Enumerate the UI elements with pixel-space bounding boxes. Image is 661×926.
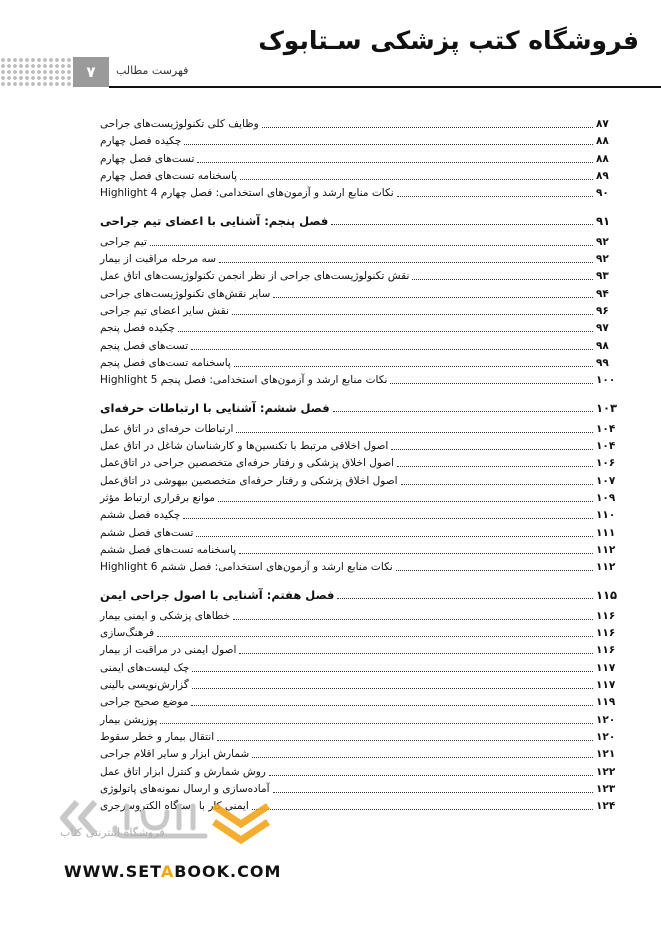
toc-entry-title: پاسخنامه تست‌های فصل ششم [100, 543, 237, 556]
toc-entry-row[interactable] [100, 658, 620, 675]
toc-entry-title: چکیده فصل پنجم [100, 322, 176, 335]
toc-entry-row[interactable] [100, 318, 620, 335]
toc-entry-row[interactable] [100, 623, 620, 640]
toc-entry-row[interactable] [100, 710, 620, 727]
toc-entry-title: موضع صحیح جراحی [100, 696, 189, 709]
toc-entry-title: اصول اخلاقی مرتبط با تکنسین‌ها و کارشناسان شاغل در اتاق عمل [100, 440, 389, 453]
toc-entry-row[interactable] [100, 640, 620, 657]
toc-entry-row[interactable] [100, 166, 620, 183]
toc-entry-title: فصل ششم: آشنایی با ارتباطات حرفه‌ای [100, 400, 330, 415]
toc-entry-row[interactable] [100, 131, 620, 148]
toc-page-number: ۱۱۶ [596, 609, 616, 622]
toc-dot-leader [239, 553, 593, 554]
toc-dot-leader [157, 636, 593, 637]
toc-dot-leader [160, 723, 593, 724]
toc-page-number: ۱۱۶ [596, 644, 616, 657]
toc-dot-leader [412, 279, 593, 280]
toc-entry-row[interactable] [100, 436, 620, 453]
website-suffix: BOOK.COM [174, 862, 282, 881]
toc-dot-leader [252, 757, 593, 758]
toc-dot-leader [150, 245, 593, 246]
toc-dot-leader [197, 162, 593, 163]
toc-dot-leader [191, 349, 593, 350]
toc-page-number: ۹۱ [596, 213, 611, 228]
toc-entry-row[interactable] [100, 557, 620, 574]
toc-entry-title: فصل هفتم: آشنایی با اصول جراحی ایمن [100, 587, 335, 602]
website-accent: A [160, 862, 175, 881]
toc-entry-title: چکیده فصل چهارم [100, 135, 182, 148]
toc-dot-leader [240, 179, 593, 180]
toc-page-number: ۱۰۴ [596, 422, 616, 435]
toc-entry-title: چک لیست‌های ایمنی [100, 661, 190, 674]
toc-page-number: ۸۸ [596, 152, 609, 165]
toc-entry-row[interactable] [100, 488, 620, 505]
toc-entry-row[interactable] [100, 149, 620, 166]
toc-page-number: ۱۱۲ [596, 561, 616, 574]
toc-entry-row[interactable] [100, 266, 620, 283]
toc-entry-row[interactable] [100, 471, 620, 488]
toc-entry-title: گزارش‌نویسی بالینی [100, 679, 189, 691]
toc-dot-leader [236, 432, 593, 433]
toc-dot-leader [233, 619, 593, 620]
toc-entry-title: تست‌های فصل پنجم [100, 339, 189, 352]
toc-entry-title: اصول ایمنی در مراقبت از بیمار [100, 644, 237, 657]
toc-dot-leader [234, 366, 593, 367]
header-rule [109, 86, 661, 88]
toc-dot-leader [262, 127, 593, 128]
toc-page-number: ۹۴ [596, 287, 609, 300]
toc-page-number: ۹۲ [596, 253, 609, 266]
toc-entry-row[interactable] [100, 606, 620, 623]
toc-page-number: ۸۸ [596, 135, 609, 148]
toc-entry-row[interactable] [100, 284, 620, 301]
toc-entry-title: نقش سایر اعضای تیم جراحی [100, 305, 229, 317]
toc-dot-leader [239, 653, 593, 654]
toc-dot-leader [273, 297, 593, 298]
toc-dot-leader [184, 144, 593, 145]
toc-page-number: ۱۲۰ [596, 713, 616, 726]
toc-entry-row[interactable] [100, 727, 620, 744]
toc-page-number: ۱۰۶ [596, 457, 616, 470]
toc-dot-leader [218, 501, 593, 502]
toc-entry-row[interactable] [100, 675, 620, 692]
toc-entry-title: نکات منابع ارشد و آزمون‌های استخدامی: فصل چهارم Highlight 4 [100, 187, 394, 200]
section-label: فهرست مطالب [116, 64, 189, 77]
toc-entry-title: وظایف کلی تکنولوژیست‌های جراحی [100, 118, 259, 130]
toc-page-number: ۹۶ [596, 305, 609, 317]
toc-page-number: ۱۲۳ [596, 782, 616, 795]
toc-entry-title: تیم جراحی [100, 235, 147, 248]
toc-entry-row[interactable] [100, 505, 620, 522]
toc-entry-row[interactable] [100, 419, 620, 436]
toc-page-number: ۱۱۱ [596, 526, 616, 539]
toc-page-number: ۱۱۷ [596, 679, 616, 691]
toc-entry-title: انتقال بیمار و خطر سقوط [100, 730, 215, 743]
toc-dot-leader [273, 792, 593, 793]
toc-entry-title: اصول اخلاق پزشکی و رفتار حرفه‌ای متخصصین بیهوشی در اتاق‌عمل [100, 474, 398, 487]
toc-dot-leader [390, 383, 593, 384]
toc-chapter-row[interactable] [100, 398, 620, 415]
toc-entry-title: آماده‌سازی و ارسال نمونه‌های پاتولوژی [100, 782, 270, 795]
toc-page-number: ۱۱۹ [596, 696, 616, 709]
toc-entry-title: پاسخنامه تست‌های فصل چهارم [100, 169, 238, 182]
toc-dot-leader [191, 705, 593, 706]
toc-entry-row[interactable] [100, 523, 620, 540]
toc-page-number: ۱۱۶ [596, 627, 616, 640]
toc-entry-title: تست‌های فصل ششم [100, 526, 194, 539]
toc-dot-leader [252, 809, 593, 810]
toc-entry-title: تست‌های فصل چهارم [100, 152, 195, 165]
toc-entry-title: ایمنی کار با دستگاه الکتروسرجری [100, 800, 249, 813]
toc-entry-row[interactable] [100, 249, 620, 266]
toc-page-number: ۸۹ [596, 169, 609, 182]
toc-entry-title: موانع برقراری ارتباط مؤثر [100, 492, 215, 504]
toc-dot-leader [192, 688, 593, 689]
toc-dot-leader [232, 314, 593, 315]
book-watermark-icon [208, 800, 274, 856]
toc-dot-leader [178, 331, 593, 332]
toc-entry-row[interactable] [100, 453, 620, 470]
toc-page-number: ۸۷ [596, 118, 609, 130]
toc-entry-row[interactable] [100, 692, 620, 709]
toc-page-number: ۹۰ [596, 187, 609, 200]
toc-page-number: ۹۷ [596, 322, 609, 335]
toc-dot-leader [196, 536, 593, 537]
toc-page-number: ۹۲ [596, 235, 609, 248]
toc-entry-title: روش شمارش و کنترل ابزار اتاق عمل [100, 765, 266, 778]
toc-entry-title: سه مرحله مراقبت از بیمار [100, 253, 217, 266]
dot-pattern-band [0, 57, 73, 87]
watermark-caption: فروشگاه اینترنتی کتاب [60, 826, 165, 839]
toc-entry-row[interactable] [100, 744, 620, 761]
toc-entry-title: پاسخنامه تست‌های فصل پنجم [100, 356, 231, 369]
toc-page-number: ۱۲۲ [596, 765, 616, 778]
toc-entry-title: پوزیشن بیمار [100, 713, 158, 726]
toc-entry-title: ارتباطات حرفه‌ای در اتاق عمل [100, 422, 234, 435]
toc-chapter-row[interactable] [100, 585, 620, 602]
toc-entry-row[interactable] [100, 540, 620, 557]
toc-dot-leader [401, 484, 593, 485]
toc-dot-leader [391, 449, 593, 450]
toc-dot-leader [192, 671, 593, 672]
toc-dot-leader [397, 196, 593, 197]
website-url[interactable] [64, 862, 281, 881]
toc-entry-row[interactable] [100, 336, 620, 353]
toc-page-number: ۱۲۰ [596, 730, 616, 743]
toc-page-number: ۹۸ [596, 339, 609, 352]
toc-entry-title: اصول اخلاق پزشکی و رفتار حرفه‌ای متخصصین جراحی در اتاق‌عمل [100, 457, 395, 470]
toc-page-number: ۱۱۲ [596, 543, 616, 556]
toc-entry-title: سایر نقش‌های تکنولوژیست‌های جراحی [100, 287, 271, 300]
toc-entry-row[interactable] [100, 370, 620, 387]
toc-entry-title: خطاهای پزشکی و ایمنی بیمار [100, 609, 231, 622]
store-title: فروشگاه کتب پزشکی سـتابوک [258, 26, 639, 55]
toc-entry-title: نکات منابع ارشد و آزمون‌های استخدامی: فصل پنجم Highlight 5 [100, 374, 388, 387]
toc-page-number: ۱۰۹ [596, 492, 616, 504]
toc-chapter-row[interactable] [100, 211, 620, 228]
toc-page-number: ۱۰۷ [596, 474, 616, 487]
page-number: ۷ [73, 57, 109, 87]
toc-dot-leader [396, 570, 593, 571]
toc-page-number: ۱۱۰ [596, 509, 616, 522]
toc-page-number: ۱۲۱ [596, 748, 616, 761]
toc-dot-leader [337, 598, 593, 599]
toc-page-number: ۹۹ [596, 356, 609, 369]
toc-page-number: ۱۰۰ [596, 374, 616, 387]
toc-entry-row[interactable] [100, 114, 620, 131]
toc-entry-title: نکات منابع ارشد و آزمون‌های استخدامی: فصل ششم Highlight 6 [100, 561, 393, 574]
toc-entry-title: چکیده فصل ششم [100, 509, 181, 522]
toc-entry-row[interactable] [100, 232, 620, 249]
toc-dot-leader [269, 775, 593, 776]
toc-entry-row[interactable] [100, 301, 620, 318]
toc-entry-row[interactable] [100, 183, 620, 200]
toc-page-number: ۹۳ [596, 270, 609, 283]
toc-entry-title: شمارش ابزار و سایر اقلام جراحی [100, 748, 250, 761]
toc-entry-title: فرهنگ‌سازی [100, 627, 155, 640]
toc-page-number: ۱۰۳ [596, 400, 618, 415]
toc-entry-title: نقش تکنولوژیست‌های جراحی از نظر انجمن تکنولوژیست‌های اتاق عمل [100, 270, 410, 283]
toc-dot-leader [397, 466, 593, 467]
toc-page-number: ۱۱۷ [596, 661, 616, 674]
toc-dot-leader [217, 740, 593, 741]
toc-dot-leader [219, 262, 593, 263]
toc-entry-row[interactable] [100, 353, 620, 370]
website-prefix: WWW.SET [64, 862, 161, 881]
toc-page-number: ۱۰۴ [596, 440, 616, 453]
toc-entry-title: فصل پنجم: آشنایی با اعضای تیم جراحی [100, 213, 329, 228]
toc-page-number: ۱۲۴ [596, 800, 616, 813]
toc-entry-row[interactable] [100, 762, 620, 779]
toc-dot-leader [183, 518, 593, 519]
toc-dot-leader [333, 411, 593, 412]
toc-dot-leader [331, 224, 593, 225]
toc-page-number: ۱۱۵ [596, 587, 618, 602]
